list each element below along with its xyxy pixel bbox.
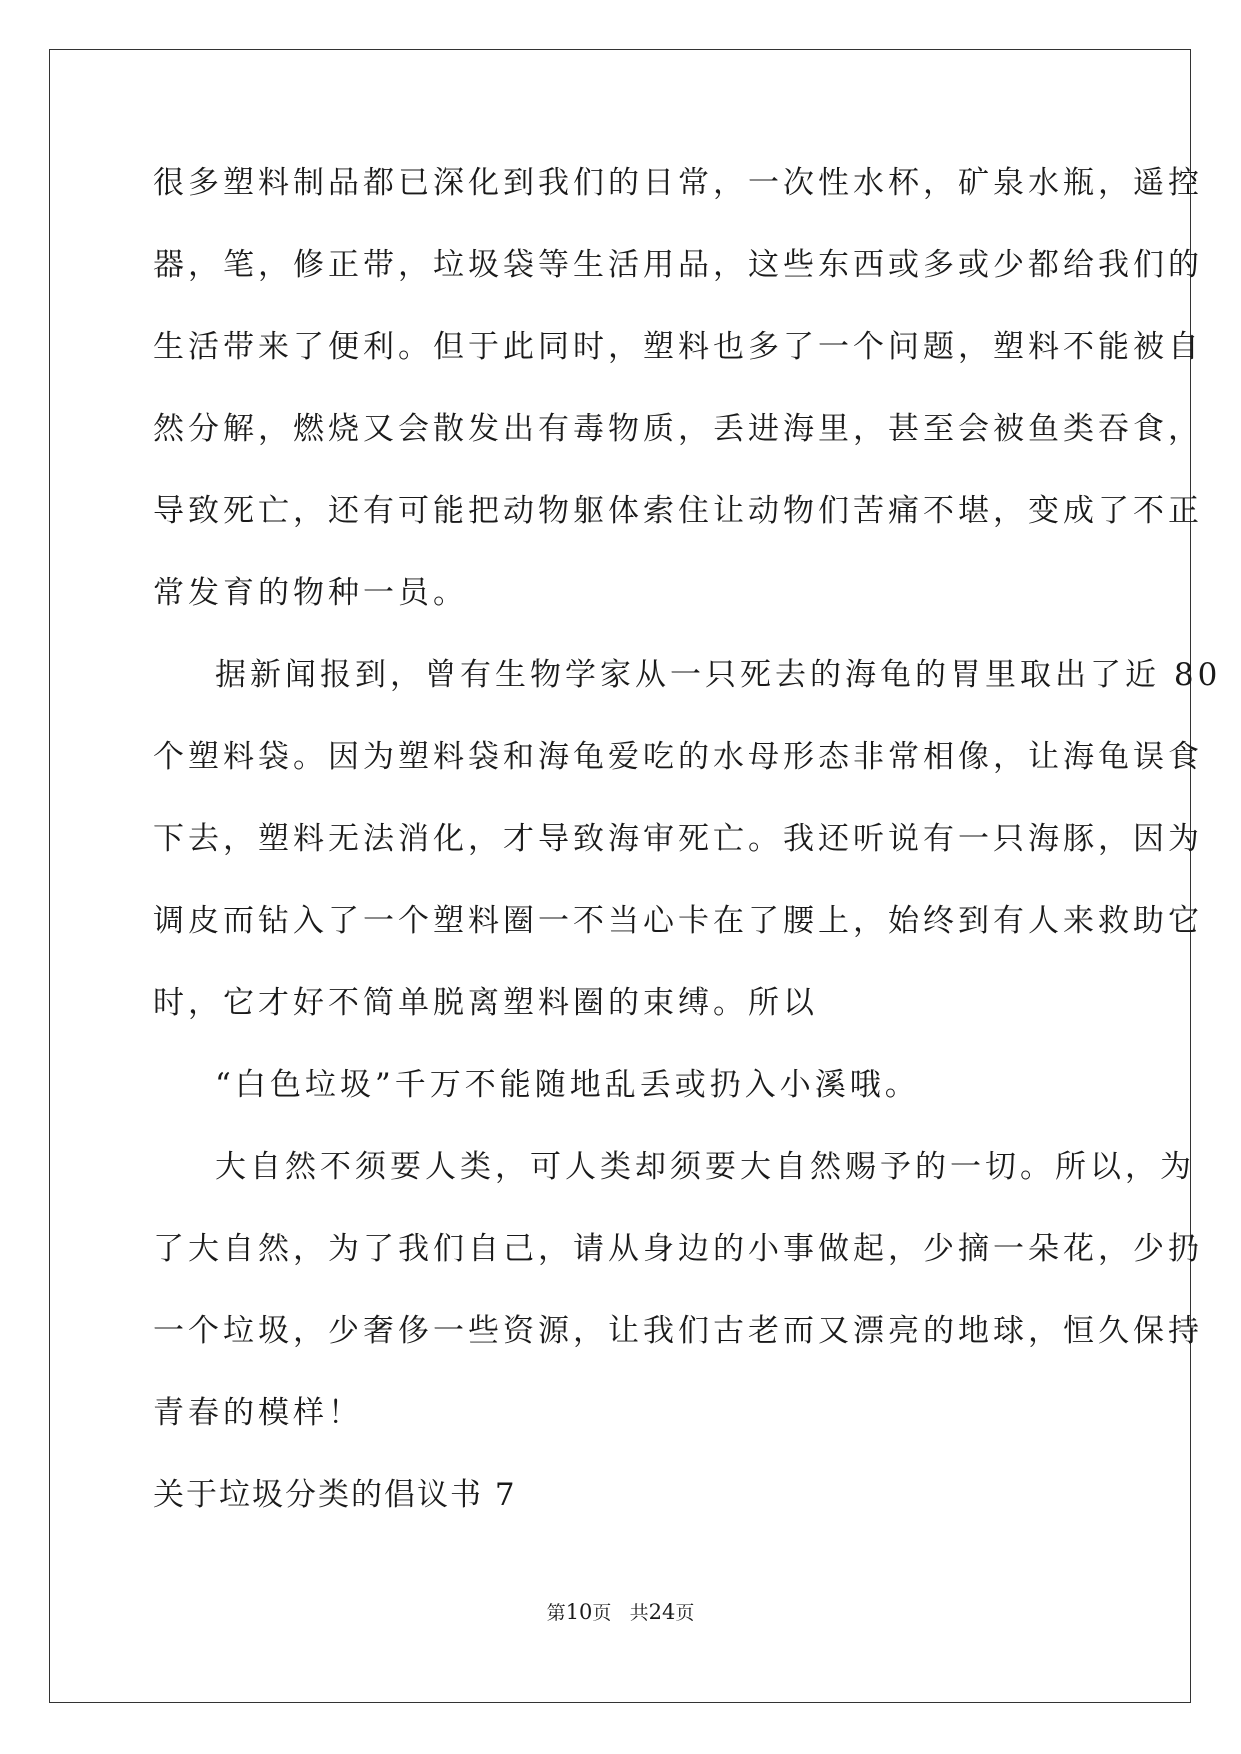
text-line: 器，笔，修正带，垃圾袋等生活用品，这些东西或多或少都给我们的 xyxy=(153,247,1203,283)
text-line: 时，它才好不简单脱离塑料圈的束缚。所以 xyxy=(153,985,818,1021)
footer-page-suffix: 页 xyxy=(592,1602,612,1624)
text-line: 然分解，燃烧又会散发出有毒物质，丢进海里，甚至会被鱼类吞食， xyxy=(153,411,1203,447)
text-line: 生活带来了便利。但于此同时，塑料也多了一个问题，塑料不能被自 xyxy=(153,329,1203,365)
text-line: 导致死亡，还有可能把动物躯体索住让动物们苦痛不堪，变成了不正 xyxy=(153,493,1203,529)
footer-total-prefix: 共 xyxy=(629,1602,649,1624)
text-line: 个塑料袋。因为塑料袋和海龟爱吃的水母形态非常相像，让海龟误食 xyxy=(153,739,1203,775)
text-line: “白色垃圾”千万不能随地乱丢或扔入小溪哦。 xyxy=(215,1067,920,1103)
text-line: 大自然不须要人类，可人类却须要大自然赐予的一切。所以，为 xyxy=(215,1149,1195,1185)
paragraph-white-garbage xyxy=(153,1065,1093,1147)
footer-total-suffix: 页 xyxy=(675,1602,695,1624)
page-footer xyxy=(0,1600,1241,1625)
text-line: 下去，塑料无法消化，才导致海审死亡。我还听说有一只海豚，因为 xyxy=(153,821,1203,857)
paragraph-nature xyxy=(153,1147,1203,1475)
total-pages: 24 xyxy=(648,1600,676,1624)
text-line: 很多塑料制品都已深化到我们的日常，一次性水杯，矿泉水瓶，遥控 xyxy=(153,165,1203,201)
text-line: 调皮而钻入了一个塑料圈一不当心卡在了腰上，始终到有人来救助它 xyxy=(153,903,1203,939)
text-line: 青春的模样！ xyxy=(153,1395,363,1431)
section-heading: 关于垃圾分类的倡议书 7 xyxy=(153,1477,517,1513)
page-number: 10 xyxy=(565,1600,593,1624)
text-line: 一个垃圾，少奢侈一些资源，让我们古老而又漂亮的地球，恒久保持 xyxy=(153,1313,1203,1349)
text-line: 常发育的物种一员。 xyxy=(153,575,468,611)
text-line: 了大自然，为了我们自己，请从身边的小事做起，少摘一朵花，少扔 xyxy=(153,1231,1203,1267)
text-line: 据新闻报到，曾有生物学家从一只死去的海龟的胃里取出了近 80 xyxy=(215,657,1222,693)
paragraph-sea-turtle xyxy=(153,655,1222,1065)
document-body xyxy=(153,163,1222,1557)
footer-prefix: 第 xyxy=(546,1602,566,1624)
paragraph-plastic-products xyxy=(153,163,1203,655)
